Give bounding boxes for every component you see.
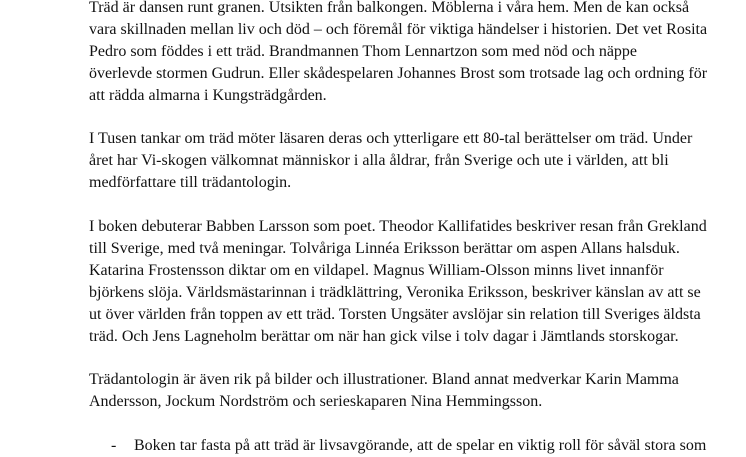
- text-line: att rädda almarna i Kungsträdgården.: [89, 86, 327, 104]
- text-line: I boken debuterar Babben Larsson som poet. Theodor Kallifatides beskriver resan från Grekland: [89, 218, 707, 236]
- text-line: överlevde stormen Gudrun. Eller skådespelaren Johannes Brost som trotsade lag och ordning för: [89, 64, 708, 82]
- text-line: till Sverige, med två meningar. Tolvåriga Linnéa Eriksson berättar om aspen Allans halsduk.: [89, 239, 680, 257]
- paragraph-book: [89, 128, 693, 194]
- text-line: medförfattare till trädantologin.: [89, 174, 292, 192]
- paragraph-contributors: [89, 216, 707, 347]
- text-line: Pedro som föddes i ett träd. Brandmannen Thom Lennartzon som med nöd och näppe: [89, 42, 638, 60]
- text-line: Boken tar fasta på att träd är livsavgörande, att de spelar en viktig roll för såväl stora som: [134, 437, 707, 455]
- paragraph-intro: [89, 0, 708, 107]
- text-line: björkens slöja. Världsmästarinnan i trädklättring, Veronika Eriksson, beskriver känslan av att se: [89, 283, 701, 301]
- text-line: Andersson, Jockum Nordström och serieskaparen Nina Hemmingsson.: [89, 393, 543, 411]
- text-line: I Tusen tankar om träd möter läsaren deras och ytterligare ett 80-tal berättelser om träd. Under: [89, 130, 693, 148]
- bullet-marker: -: [111, 437, 117, 455]
- bullet-list-item: [89, 435, 707, 457]
- text-line: Trädantologin är även rik på bilder och illustrationer. Bland annat medverkar Karin Mamma: [89, 371, 679, 389]
- text-line: Katarina Frostensson diktar om en vildapel. Magnus William-Olsson minns livet innanför: [89, 261, 664, 279]
- text-line: Träd är dansen runt granen. Utsikten från balkongen. Möblerna i våra hem. Men de kan också: [89, 0, 690, 16]
- text-line: ut över världen från toppen av ett träd. Torsten Ungsäter avslöjar sin relation till Sveriges äldsta: [89, 305, 701, 323]
- text-line: träd. Och Jens Lagneholm berättar om när han gick vilse i tolv dagar i Jämtlands storskogar.: [89, 327, 679, 345]
- text-line: året har Vi-skogen välkomnat människor i alla åldrar, från Sverige och ute i världen, att bli: [89, 152, 669, 170]
- paragraph-illustrations: [89, 369, 679, 413]
- text-line: vara skillnaden mellan liv och död – och föremål för viktiga händelser i historien. Det vet Rosita: [89, 20, 708, 38]
- body-text: [89, 0, 708, 457]
